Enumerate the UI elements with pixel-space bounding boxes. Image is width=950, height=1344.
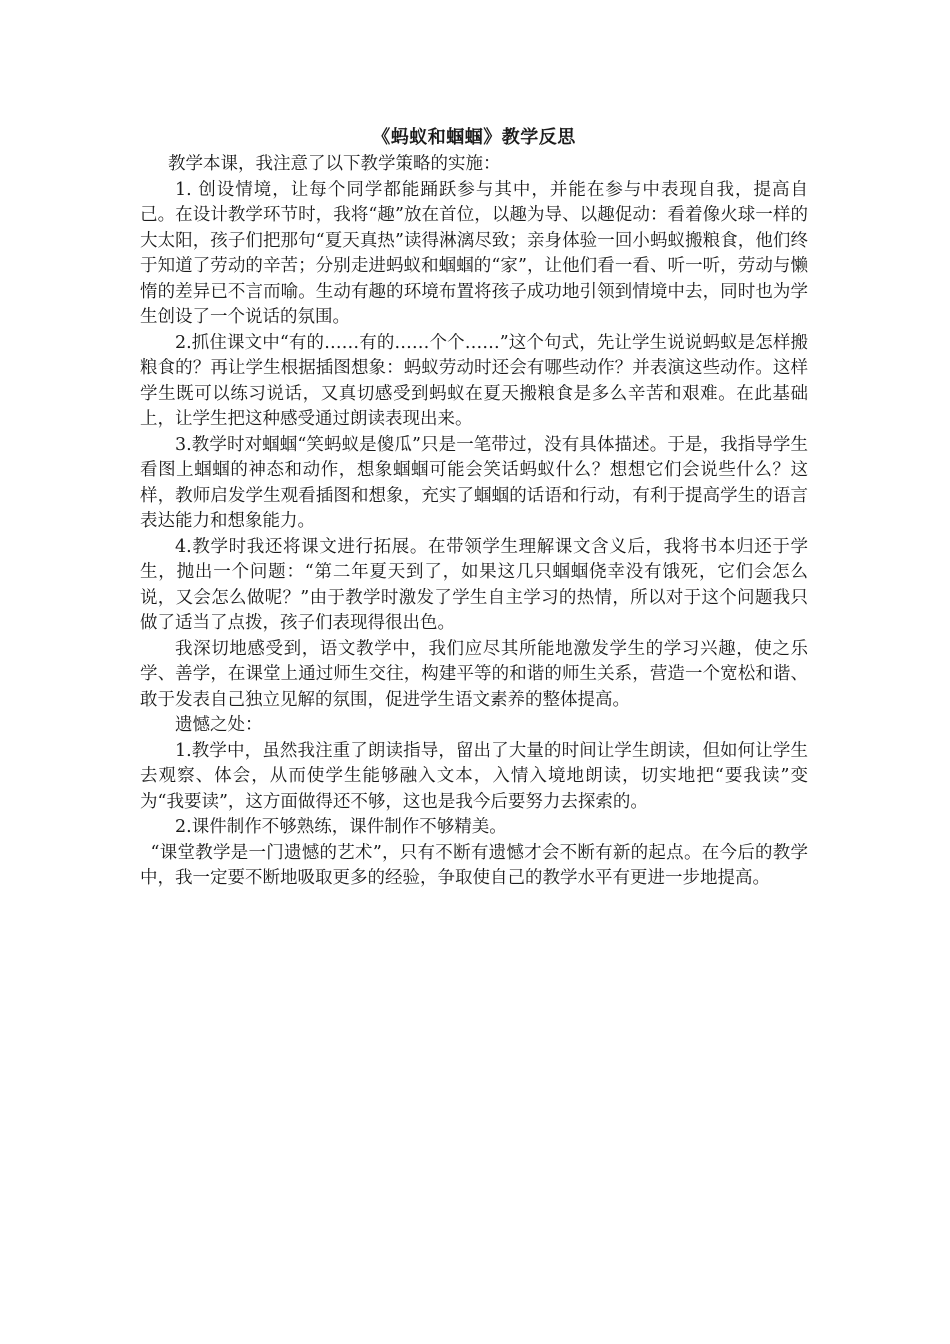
reflection-paragraph: 我深切地感受到，语文教学中，我们应尽其所能地激发学生的学习兴趣，使之乐学、善学，在课堂上通过师生交往，构建平等的和谐的师生关系，营造一个宽松和谐、敢于发表自己独立见解的氛围，促进学生语文素养的整体提高。 <box>140 638 808 710</box>
strategy-paragraph-1: 1. 创设情境，让每个同学都能踊跃参与其中，并能在参与中表现自我，提高自己。在设计教学环节时，我将“趣”放在首位，以趣为导、以趣促动：看着像火球一样的大太阳，孩子们把那句“夏天真热”读得淋漓尽致；亲身体验一回小蚂蚁搬粮食，他们终于知道了劳动的辛苦；分别走进蚂蚁和蝈蝈的“家”，让他们看一看、听一听，劳动与懒惰的差异已不言而喻。生动有趣的环境布置将孩子成功地引领到情境中去，同时也为学生创设了一个说话的氛围。 <box>140 179 808 327</box>
regret-paragraph-2: 2.课件制作不够熟练，课件制作不够精美。 <box>175 817 507 837</box>
strategy-paragraph-4: 4.教学时我还将课文进行拓展。在带领学生理解课文含义后，我将书本归还于学生，抛出一个问题：“第二年夏天到了，如果这几只蝈蝈侥幸没有饿死，它们会怎么说，又会怎么做呢？”由于教学时激发了学生自主学习的热情，所以对于这个问题我只做了适当了点拨，孩子们表现得很出色。 <box>140 536 808 633</box>
regret-paragraph-1: 1.教学中，虽然我注重了朗读指导，留出了大量的时间让学生朗读，但如何让学生去观察、体会，从而使学生能够融入文本，入情入境地朗读，切实地把“要我读”变为“我要读”，这方面做得还不够，这也是我今后要努力去探索的。 <box>140 740 808 812</box>
document-body <box>140 124 808 892</box>
regrets-heading: 遗憾之处： <box>175 715 263 735</box>
strategy-paragraph-3: 3.教学时对蝈蝈“笑蚂蚁是傻瓜”只是一笔带过，没有具体描述。于是，我指导学生看图上蝈蝈的神态和动作，想象蝈蝈可能会笑话蚂蚁什么？想想它们会说些什么？这样，教师启发学生观看插图和想象，充实了蝈蝈的话语和行动，有利于提高学生的语言表达能力和想象能力。 <box>140 434 808 531</box>
document-title: 《蚂蚁和蝈蝈》教学反思 <box>372 127 576 148</box>
strategy-paragraph-2: 2.抓住课文中“有的……有的……个个……”这个句式，先让学生说说蚂蚁是怎样搬粮食的？再让学生根据插图想象：蚂蚁劳动时还会有哪些动作？并表演这些动作。这样学生既可以练习说话，又真切感受到蚂蚁在夏天搬粮食是多么辛苦和艰难。在此基础上，让学生把这种感受通过朗读表现出来。 <box>140 332 808 429</box>
closing-paragraph: “课堂教学是一门遗憾的艺术”，只有不断有遗憾才会不断有新的起点。在今后的教学中，我一定要不断地吸取更多的经验，争取使自己的教学水平有更进一步地提高。 <box>140 842 808 888</box>
intro-paragraph: 教学本课，我注意了以下教学策略的实施： <box>168 154 501 174</box>
